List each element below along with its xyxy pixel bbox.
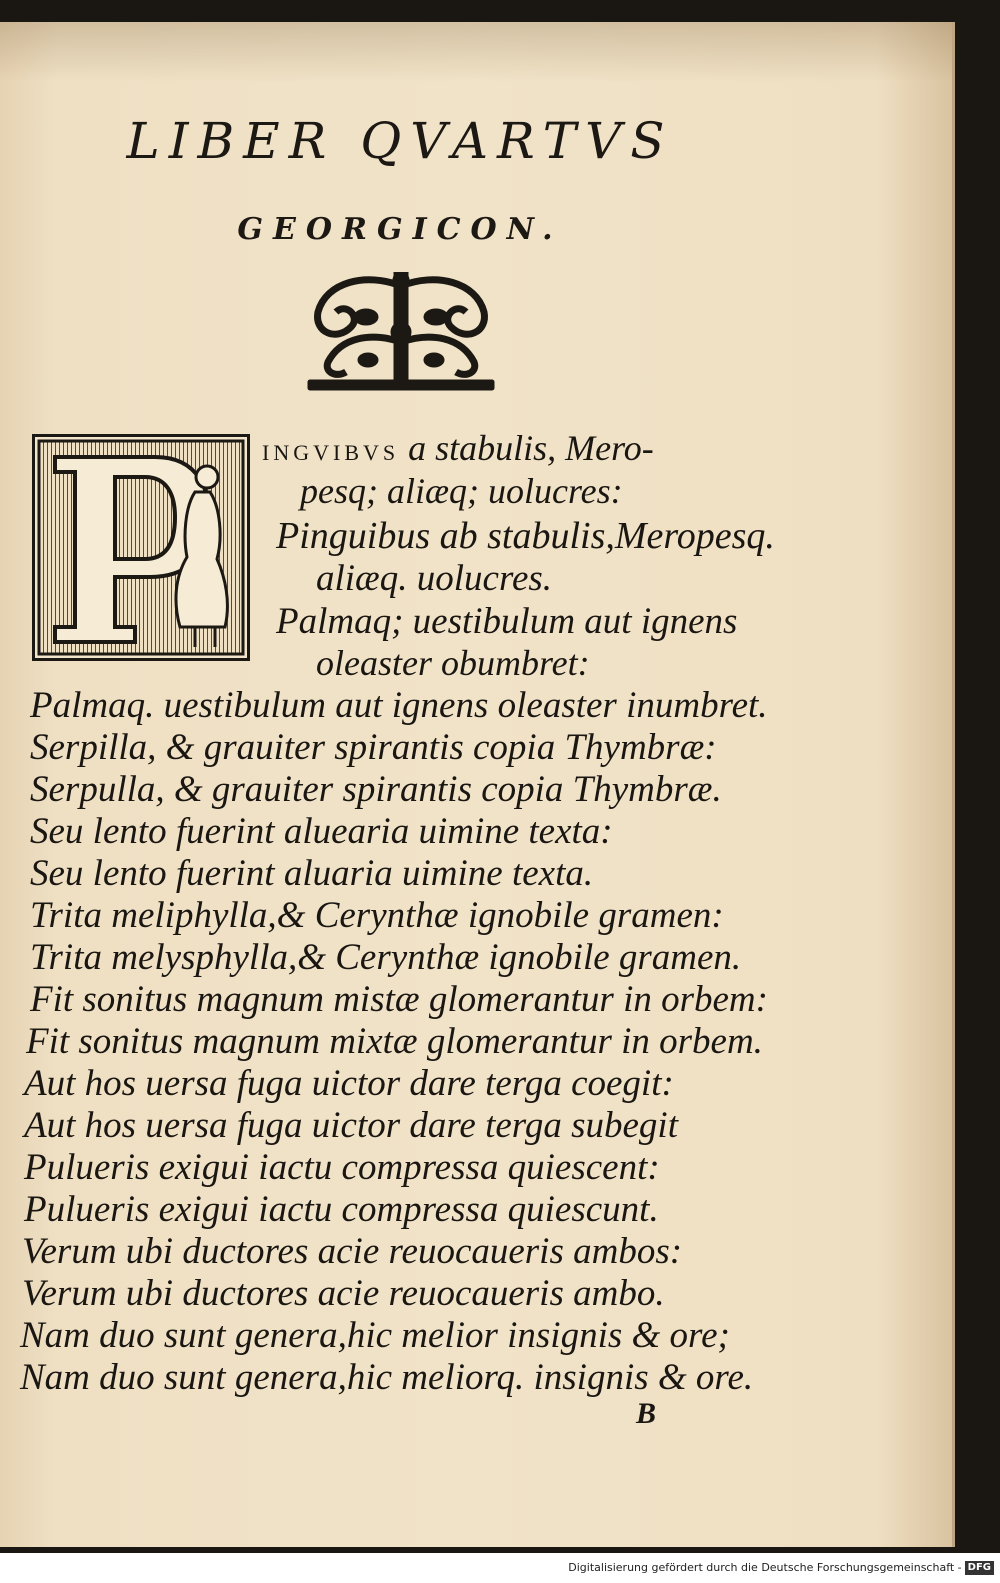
- verse-line: Serpilla, & grauiter spirantis copia Thymbræ:: [30, 727, 717, 768]
- verse-line: Verum ubi ductores acie reuocaueris ambos:: [22, 1231, 683, 1272]
- verse-line: Trita melysphylla,& Cerynthæ ignobile gramen.: [30, 937, 742, 978]
- dfg-logo: DFG: [965, 1561, 994, 1575]
- verse-line: pesq; aliæq; uolucres:: [300, 471, 623, 511]
- verse-line: aliæq. uolucres.: [316, 558, 553, 599]
- verse-line: Pinguibus ab stabulis,Meropesq.: [276, 515, 775, 557]
- verse-line: Fit sonitus magnum mistæ glomerantur in orbem:: [30, 979, 768, 1020]
- verse-line: Aut hos uersa fuga uictor dare terga subegit: [24, 1105, 678, 1146]
- verse-line: Fit sonitus magnum mixtæ glomerantur in orbem.: [26, 1021, 763, 1062]
- verse-line: [262, 427, 654, 469]
- verse-initial-caps: INGVIBVS: [262, 440, 400, 465]
- verse-text: a stabulis, Mero-: [399, 428, 654, 468]
- funding-credit-text: Digitalisierung gefördert durch die Deutsche Forschungsgemeinschaft -: [568, 1561, 962, 1574]
- verse-line: Serpulla, & grauiter spirantis copia Thymbræ.: [30, 769, 722, 810]
- page-title: LIBER QVARTVS: [126, 112, 674, 170]
- verse-line: Trita meliphylla,& Cerynthæ ignobile gramen:: [30, 895, 724, 936]
- verse-line: Verum ubi ductores acie reuocaueris ambo.: [22, 1273, 665, 1314]
- verse-line: Seu lento fuerint aluaria uimine texta.: [30, 853, 594, 894]
- page-subtitle: GEORGICON.: [237, 212, 563, 247]
- verse-line: Pulueris exigui iactu compressa quiescent:: [24, 1147, 660, 1188]
- woodcut-initial-p-icon: [32, 434, 250, 661]
- verse-line: Nam duo sunt genera,hic melior insignis & ore;: [20, 1315, 730, 1356]
- book-page: [0, 22, 955, 1547]
- verse-line: Palmaq; uestibulum aut ignens: [276, 601, 738, 642]
- signature-mark: B: [636, 1397, 657, 1430]
- floral-vignette-icon: [306, 272, 496, 394]
- digitization-credit-footer: [0, 1553, 1000, 1583]
- verse-line: Seu lento fuerint aluearia uimine texta:: [30, 811, 613, 852]
- verse-line: oleaster obumbret:: [316, 643, 590, 683]
- verse-line: Aut hos uersa fuga uictor dare terga coegit:: [24, 1063, 674, 1104]
- verse-line: Palmaq. uestibulum aut ignens oleaster inumbret.: [30, 685, 768, 726]
- verse-line: Nam duo sunt genera,hic meliorq. insignis & ore.: [20, 1357, 754, 1398]
- verse-line: Pulueris exigui iactu compressa quiescunt.: [24, 1189, 659, 1230]
